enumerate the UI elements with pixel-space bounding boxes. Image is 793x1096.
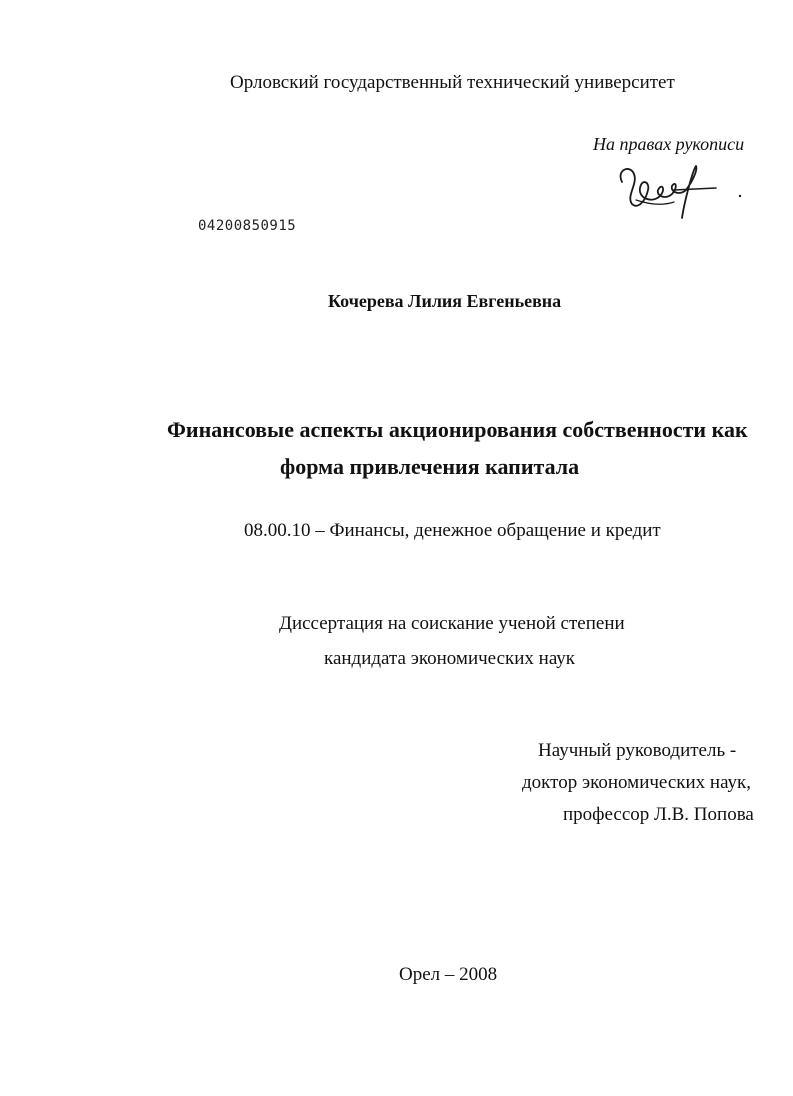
supervisor-degree: доктор экономических наук, bbox=[522, 772, 752, 793]
specialty-code: 08.00.10 – Финансы, денежное обращение и кредит bbox=[244, 520, 661, 541]
city-year: Орел – 2008 bbox=[399, 964, 498, 985]
supervisor-name: профессор Л.В. Попова bbox=[563, 804, 754, 825]
registration-number: 04200850915 bbox=[198, 218, 297, 234]
university-name: Орловский государственный технический университет bbox=[230, 72, 675, 93]
dissertation-title-line-1: Финансовые аспекты акционирования собственности как bbox=[167, 417, 748, 442]
handwritten-signature bbox=[612, 160, 752, 222]
author-name: Кочерева Лилия Евгеньевна bbox=[328, 291, 562, 311]
manuscript-rights-note: На правах рукописи bbox=[593, 134, 745, 154]
supervisor-label: Научный руководитель - bbox=[538, 740, 737, 761]
degree-statement-line-1: Диссертация на соискание ученой степени bbox=[279, 613, 625, 634]
degree-statement-line-2: кандидата экономических наук bbox=[324, 648, 576, 669]
dissertation-title-line-2: форма привлечения капитала bbox=[280, 454, 580, 479]
